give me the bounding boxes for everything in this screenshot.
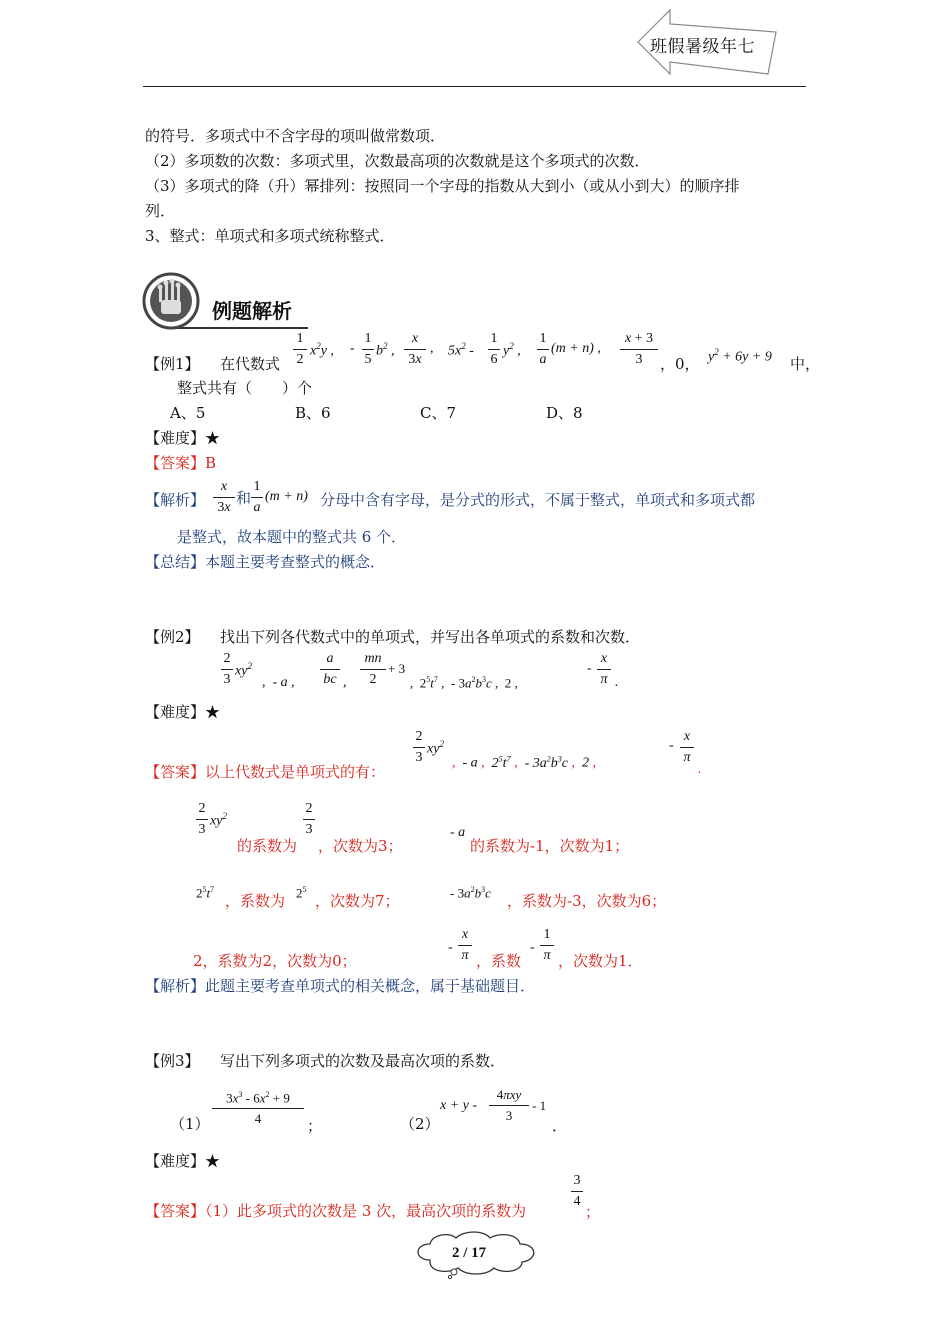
intro-line-1: 的符号．多项式中不含字母的项叫做常数项． [145, 127, 446, 145]
ex1-expr-b-sign: - [350, 341, 355, 356]
ex2-r2-coef: $2^5$ [296, 885, 307, 901]
ex2-expr-1: $xy^2$ [235, 661, 252, 679]
ex3-label: 【例3】 [145, 1052, 200, 1070]
ex2-r2-b: ，次数为7； [315, 892, 400, 910]
ex1-expr-d2: $y^2$ , [503, 341, 521, 359]
ex2-difficulty: 【难度】★ [145, 703, 221, 721]
ex2-ans-period: . [698, 762, 702, 777]
ex2-r2-expr: $2^5t^7$ [196, 885, 215, 901]
ex1-expr-a: $x^2y$ , [310, 341, 334, 359]
footer-page-number: 2 / 17 [452, 1245, 487, 1261]
ex1-analysis-and: 和 [236, 489, 252, 507]
ex2-prompt: 找出下列各代数式中的单项式，并写出各单项式的系数和次数． [220, 628, 641, 646]
ex3-part-2-end: ． [552, 1117, 568, 1135]
ex3-answer-frac: 3 4 [571, 1172, 583, 1211]
header-banner-text: 班假暑级年七 [650, 37, 755, 57]
ex3-expr-2a: x + y - [440, 1098, 478, 1113]
ex2-analysis: 【解析】此题主要考查单项式的相关概念，属于基础题目． [145, 977, 536, 995]
ex2-r1-c: 的系数为-1，次数为1； [470, 837, 630, 855]
ex1-summary: 【总结】本题主要考查整式的概念． [145, 553, 386, 571]
intro-line-5: 3、整式：单项式和多项式统称整式． [145, 227, 395, 245]
ex1-expr-e: (m + n) , [551, 341, 601, 356]
ex3-part-1: （1） [170, 1115, 210, 1133]
ex1-frac-e: 1 a [537, 330, 549, 369]
ex2-ans-sign: - [669, 738, 674, 753]
ex1-zero: ，0， [660, 355, 700, 373]
ex2-expr-6-sign: - [587, 661, 592, 676]
ex2-r1-b: ，次数为3； [318, 837, 403, 855]
ex2-frac-4: mn 2 [360, 650, 386, 689]
ex2-r1-coef-frac: 2 3 [303, 800, 315, 839]
intro-line-3: （3）多项式的降（升）幂排列：按照同一个字母的指数从大到小（或从小到大）的顺序排 [145, 177, 740, 195]
ex2-ans-expr-1: $xy^2$ [427, 739, 444, 757]
ex1-analysis-line-2: 是整式，故本题中的整式共 6 个． [177, 528, 407, 546]
ex2-ans-frac-1: 2 3 [413, 728, 425, 767]
ex3-answer: 【答案】（1）此多项式的次数是 3 次，最高次项的系数为 [145, 1202, 527, 1220]
ex2-r1-expr-2: - a [450, 825, 466, 840]
intro-line-2: （2）多项数的次数：多项式里，次数最高项的次数就是这个多项式的次数． [145, 152, 650, 170]
ex2-expr-2: , - a , [262, 675, 295, 690]
ex3-part-2: （2） [400, 1115, 440, 1133]
ex1-frac-f: x + 3 3 [620, 330, 658, 369]
ex2-expr-5: , $2^5t^7$ , - $3a^2b^3c$ , 2 , [410, 675, 518, 691]
ex2-frac-6: x π [597, 650, 611, 689]
ex1-analysis-text: 分母中含有字母，是分式的形式，不属于整式，单项式和多项式都 [320, 491, 756, 509]
ex1-expr-d: $5x^2$ - [448, 341, 474, 359]
ex1-analysis-frac-2: 1 a [251, 478, 263, 517]
ex2-r1-frac: 2 3 [196, 800, 208, 839]
ex1-option-d: D、8 [546, 404, 583, 422]
ex2-ans-frac-6: x π [680, 728, 694, 767]
ex1-difficulty: 【难度】★ [145, 429, 221, 447]
ex1-frac-d: 1 6 [488, 330, 500, 369]
ex1-analysis-expr: (m + n) [265, 489, 308, 504]
ex2-r3-sign-2: - [530, 940, 535, 955]
ex1-analysis-label: 【解析】 [145, 491, 206, 509]
ex3-difficulty: 【难度】★ [145, 1152, 221, 1170]
ex3-frac-2: 4πxy 3 [489, 1086, 529, 1125]
ex2-r3-frac-2: 1 π [540, 926, 554, 965]
ex2-r3-b: ，系数 [476, 952, 522, 970]
ex3-part-1-end: ； [307, 1117, 323, 1135]
ex2-r1-expr: $xy^2$ [210, 811, 227, 829]
ex2-r3-sign-1: - [448, 940, 453, 955]
section-title: 例题解析 [212, 299, 292, 323]
ex1-answer: 【答案】B [145, 454, 217, 472]
ex2-r2-a: ，系数为 [225, 892, 286, 910]
ex2-ans-expr-2: , - a , $2^5t^7$ , - $3a^2b^3c$ , 2 , [452, 754, 596, 771]
ex1-prompt: 在代数式 [220, 355, 281, 373]
ex1-option-b: B、6 [295, 404, 331, 422]
intro-line-4: 列． [145, 202, 176, 220]
ex1-option-c: C、7 [420, 404, 457, 422]
ex1-frac-b: 1 5 [362, 330, 374, 369]
ex1-frac-a: 1 2 [293, 330, 307, 369]
ex2-r1-a: 的系数为 [237, 837, 298, 855]
ex1-option-a: A、5 [170, 404, 206, 422]
ex2-r2-expr-2: - $3a^2b^3c$ [450, 885, 491, 901]
ex2-expr-4: + 3 [388, 661, 406, 676]
ex1-label: 【例1】 [145, 355, 200, 373]
ex3-expr-2b: - 1 [532, 1098, 547, 1113]
ex2-r2-c: ，系数为-3，次数为6； [507, 892, 667, 910]
ex2-frac-3: a bc [320, 650, 340, 689]
ex1-expr-g: $y^2 + 6y + 9$ [708, 347, 772, 365]
ex2-r3-frac-1: x π [458, 926, 472, 965]
ex1-expr-b: $b^2$ , [376, 341, 395, 359]
ex3-frac-1: $3x^3 - 6x^2 + 9$ 4 [212, 1086, 304, 1128]
ex3-prompt: 写出下列多项式的次数及最高次项的系数． [220, 1052, 506, 1070]
ex3-answer-end: ； [585, 1203, 601, 1221]
ex1-line-2: 整式共有（ ）个 [177, 379, 313, 397]
header-rule [143, 86, 806, 87]
ex1-frac-c: x 3x [404, 330, 426, 369]
ex2-frac-1: 2 3 [221, 650, 233, 689]
ex2-period: . [615, 675, 619, 690]
ex1-tail: 中， [790, 355, 821, 373]
ex2-r3-c: ，次数为1． [558, 952, 643, 970]
ex1-comma-c: , [430, 341, 434, 356]
ex2-label: 【例2】 [145, 628, 200, 646]
ex2-comma-3: , [343, 675, 347, 690]
ex1-analysis-frac-1: x 3x [213, 478, 235, 517]
ex2-answer-lead: 【答案】以上代数式是单项式的有： [145, 763, 386, 781]
ex2-r3-a: 2，系数为2，次数为0； [193, 952, 357, 970]
